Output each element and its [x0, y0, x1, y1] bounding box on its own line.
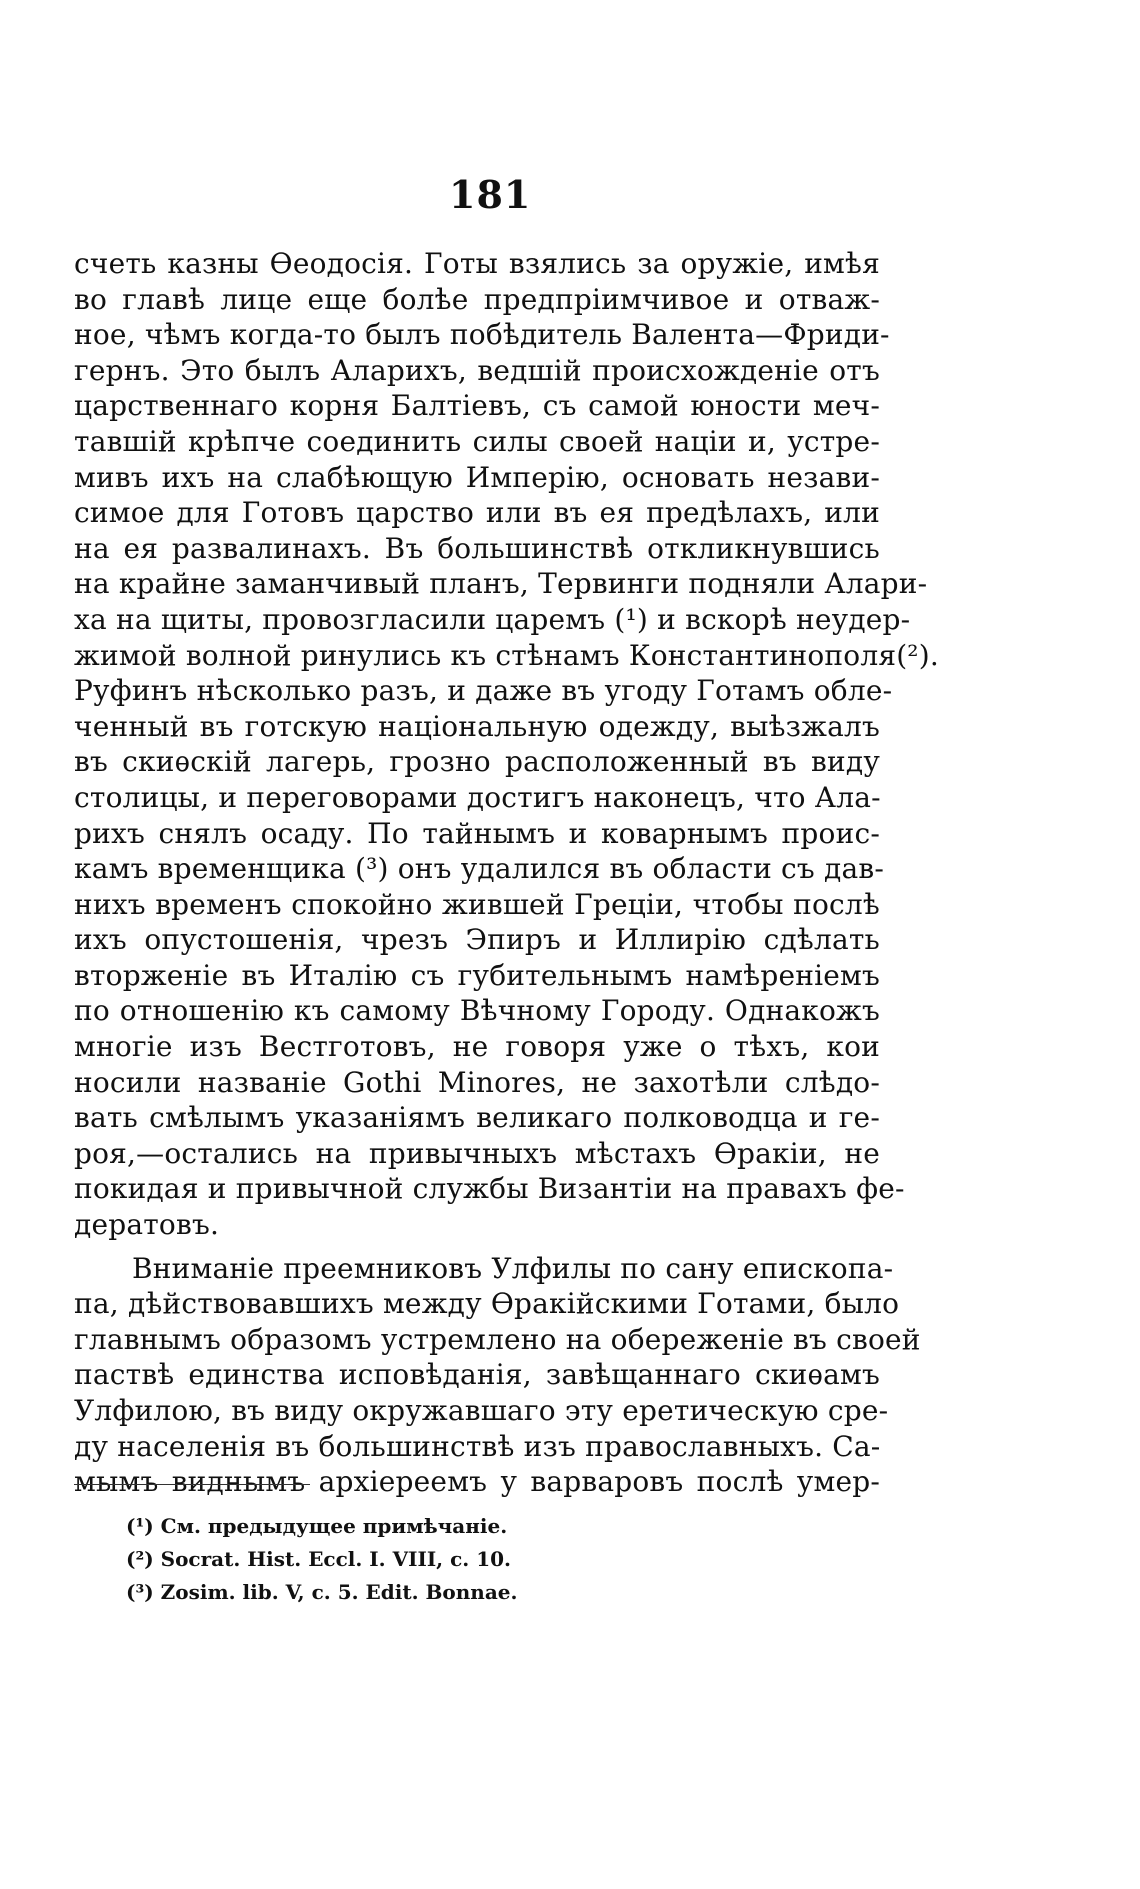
text-line: па, дѣйствовавшихъ между Өракійскими Готами, было	[74, 1287, 900, 1321]
page-number: 181	[449, 172, 532, 217]
footnote: (³) Zosim. lib. V, c. 5. Edit. Bonnae.	[126, 1580, 518, 1604]
text-line: Вниманіе преемниковъ Улфилы по сану епископа-	[132, 1251, 894, 1285]
text-line: нихъ временъ спокойно жившей Греціи, чтобы послѣ	[74, 887, 880, 921]
text-line: Улфилою, въ виду окружавшаго эту еретическую сре-	[74, 1394, 889, 1427]
text-line: дератовъ.	[74, 1208, 220, 1242]
text-line: главнымъ образомъ устремлено на обереженіе въ своей	[74, 1322, 921, 1356]
text-line: Руфинъ нѣсколько разъ, и даже въ угоду Готамъ обле-	[74, 674, 893, 708]
text-line: ду населенія въ большинствѣ изъ православныхъ. Са-	[74, 1429, 881, 1463]
text-line: царственнаго корня Балтіевъ, съ самой юности меч-	[74, 389, 880, 423]
text-line: на крайне заманчивый планъ, Тервинги подняли Алари-	[74, 567, 928, 601]
text-line: на ея развалинахъ. Въ большинствѣ откликнувшись	[74, 531, 880, 565]
text-line: камъ временщика (³) онъ удалился въ области съ дав-	[74, 852, 885, 886]
text-line: роя,—остались на привычныхъ мѣстахъ Өракіи, не	[74, 1136, 880, 1170]
text-line: вторженіе въ Италію съ губительнымъ намѣреніемъ	[74, 958, 880, 992]
paragraph-gap	[74, 1243, 880, 1251]
text-line: во главѣ лице еще болѣе предпріимчивое и отваж-	[74, 282, 880, 316]
text-line: покидая и привычной службы Византіи на правахъ фе-	[74, 1172, 905, 1206]
text-line: многіе изъ Вестготовъ, не говоря уже о тѣхъ, кои	[74, 1030, 880, 1064]
text-line: гернъ. Это былъ Аларихъ, ведшій происхожденіе отъ	[74, 353, 880, 387]
footnote: (²) Socrat. Hist. Eccl. I. VIII, c. 10.	[126, 1547, 511, 1571]
text-line: носили названіе Gothi Minores, не захотѣли слѣдо-	[74, 1065, 880, 1099]
text-line: въ скиѳскій лагерь, грозно расположенный въ виду	[74, 745, 880, 779]
text-line: мивъ ихъ на слабѣющую Имперію, основать незави-	[74, 460, 880, 494]
footnote-separator	[74, 1484, 310, 1485]
body-text	[74, 246, 939, 1500]
text-line: мымъ виднымъ архіереемъ у варваровъ послѣ умер-	[74, 1465, 880, 1499]
text-line: ихъ опустошенія, чрезъ Эпиръ и Иллирію сдѣлать	[74, 923, 880, 957]
text-line: ное, чѣмъ когда-то былъ побѣдитель Валента—Фриди-	[74, 318, 890, 352]
text-line: жимой волной ринулись къ стѣнамъ Константинополя(²).	[74, 638, 939, 672]
text-line: тавшій крѣпче соединить силы своей націи и, устре-	[74, 424, 880, 458]
text-line: счеть казны Өеодосія. Готы взялись за оружіе, имѣя	[74, 247, 880, 280]
text-line: вать смѣлымъ указаніямъ великаго полководца и ге-	[74, 1101, 880, 1135]
paragraph	[74, 246, 939, 1243]
text-line: по отношенію къ самому Вѣчному Городу. Однакожъ	[74, 994, 880, 1028]
paragraph	[74, 1251, 921, 1500]
footnote: (¹) См. предыдущее примѣчаніе.	[126, 1514, 508, 1538]
text-line: ха на щиты, провозгласили царемъ (¹) и вскорѣ неудер-	[74, 602, 911, 636]
footnotes	[126, 1510, 646, 1609]
text-line: симое для Готовъ царство или въ ея предѣлахъ, или	[74, 496, 880, 530]
text-line: паствѣ единства исповѣданія, завѣщаннаго скиѳамъ	[74, 1358, 880, 1392]
text-line: столицы, и переговорами достигъ наконецъ, что Ала-	[74, 780, 881, 814]
text-line: ченный въ готскую національную одежду, выѣзжалъ	[74, 709, 880, 743]
text-line: рихъ снялъ осаду. По тайнымъ и коварнымъ проис-	[74, 816, 880, 850]
